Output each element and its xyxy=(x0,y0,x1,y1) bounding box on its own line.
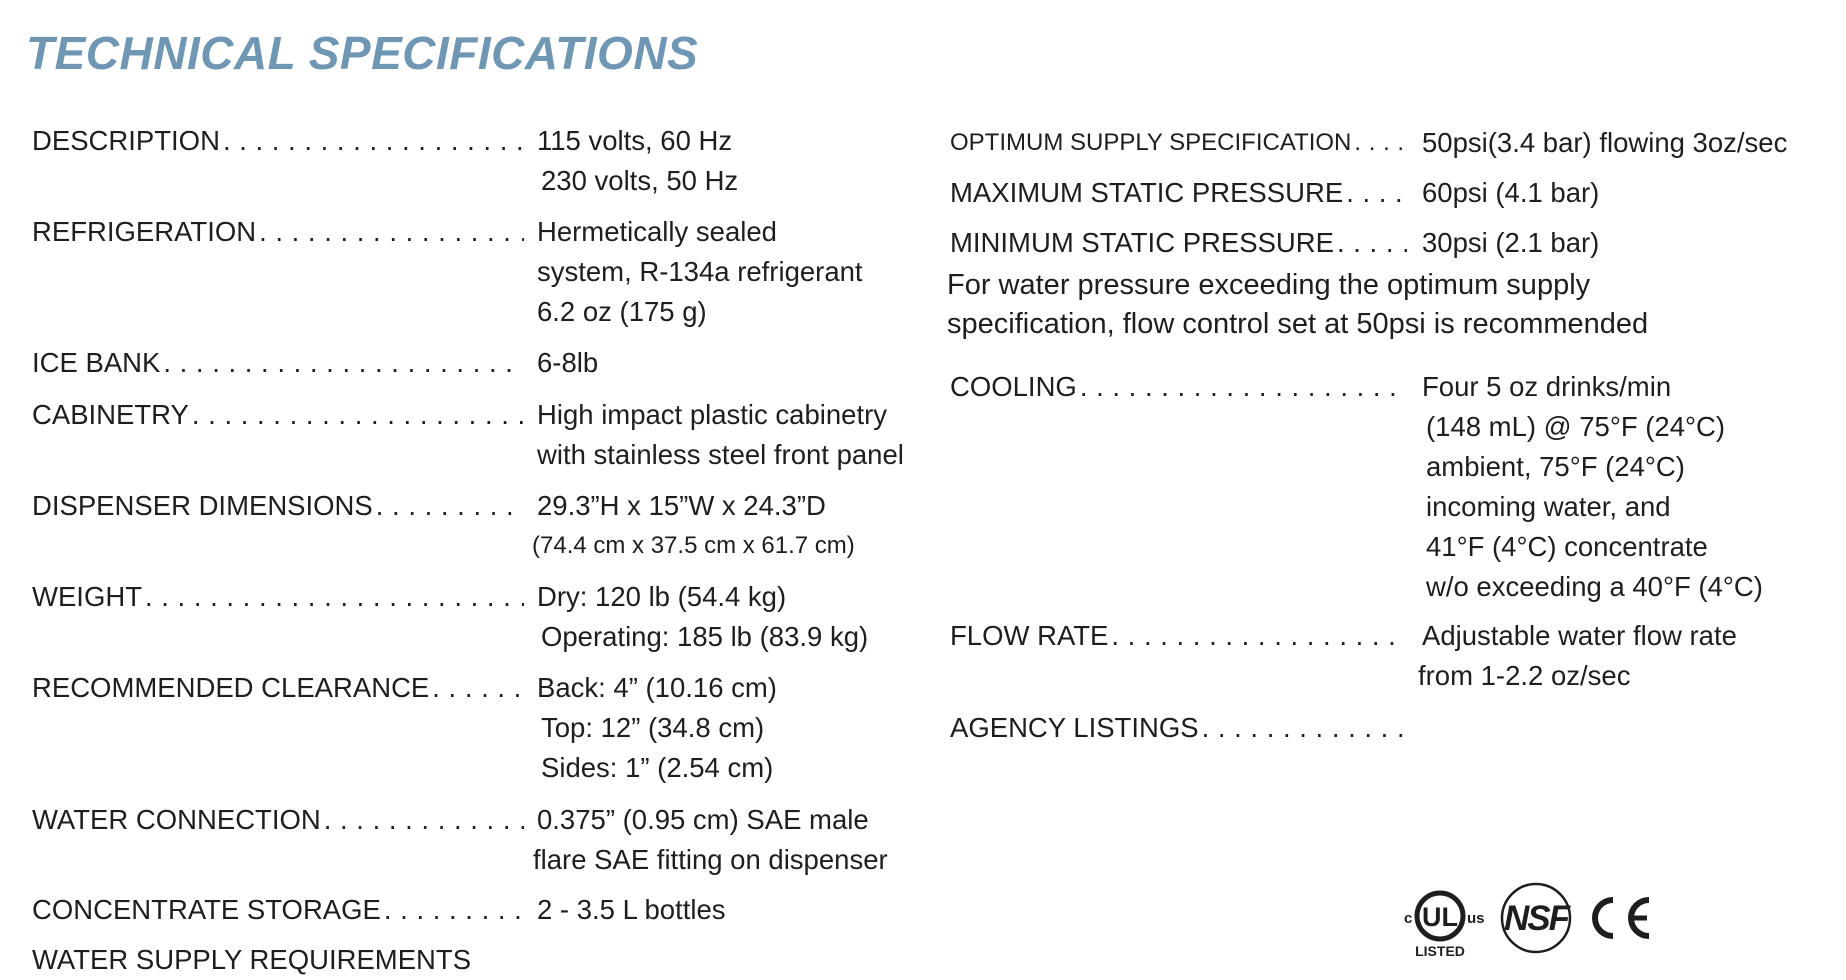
leader-dots xyxy=(1351,123,1407,163)
leader-dots xyxy=(256,212,524,252)
spec-label: RECOMMENDED CLEARANCE . . . xyxy=(32,668,524,708)
spec-label: OPTIMUM SUPPLY SPECIFICATION . . . xyxy=(950,123,1407,163)
leader-dots xyxy=(381,890,524,930)
spec-label: CABINETRY . . . xyxy=(32,395,524,435)
spec-value: 29.3”H x 15”W x 24.3”D (74.4 cm x 37.5 cm x 61.7 cm) xyxy=(532,490,855,559)
svg-text:us: us xyxy=(1467,910,1485,927)
leader-dots xyxy=(220,121,524,161)
pressure-note: For water pressure exceeding the optimum supply specification, flow control set at 50psi is recommended xyxy=(947,269,1649,340)
leader-dots xyxy=(1343,173,1407,213)
spec-label: CONCENTRATE STORAGE . . . xyxy=(32,890,524,930)
ul-listed-logo xyxy=(1404,893,1485,959)
spec-label: AGENCY LISTINGS . . . xyxy=(950,708,1407,748)
leader-dots xyxy=(1199,708,1407,748)
spec-value: 0.375” (0.95 cm) SAE male flare SAE fitting on dispenser xyxy=(533,804,888,875)
spec-value: Adjustable water flow rate from 1-2.2 oz/sec xyxy=(1418,620,1737,691)
spec-value: 2 - 3.5 L bottles xyxy=(537,894,726,925)
page-title: TECHNICAL SPECIFICATIONS xyxy=(26,27,699,79)
spec-value: High impact plastic cabinetry with stainless steel front panel xyxy=(537,399,904,470)
spec-label: DESCRIPTION . . . xyxy=(32,121,524,161)
spec-label: REFRIGERATION . . . xyxy=(32,212,524,252)
ce-logo xyxy=(1595,900,1649,936)
section-heading: WATER SUPPLY REQUIREMENTS xyxy=(32,944,472,975)
svg-text:c: c xyxy=(1404,910,1413,927)
spec-value: Hermetically sealed system, R-134a refrigerant 6.2 oz (175 g) xyxy=(537,216,863,327)
leader-dots xyxy=(1334,223,1407,263)
spec-label: WATER CONNECTION . . . xyxy=(32,800,524,840)
svg-text:LISTED: LISTED xyxy=(1415,943,1465,959)
spec-value: 6-8lb xyxy=(537,347,599,378)
spec-value: Back: 4” (10.16 cm) Top: 12” (34.8 cm) Sides: 1” (2.54 cm) xyxy=(537,672,777,783)
spec-value: 60psi (4.1 bar) xyxy=(1422,177,1600,208)
leader-dots xyxy=(189,395,524,435)
leader-dots xyxy=(373,486,524,526)
spec-label: COOLING . . . xyxy=(950,367,1407,407)
spec-label: ICE BANK . . . xyxy=(32,343,524,383)
spec-value: Dry: 120 lb (54.4 kg) Operating: 185 lb (83.9 kg) xyxy=(537,581,869,652)
leader-dots xyxy=(1108,616,1407,656)
leader-dots xyxy=(160,343,524,383)
svg-text:UL: UL xyxy=(1422,902,1458,932)
spec-label: MAXIMUM STATIC PRESSURE . . . xyxy=(950,173,1407,213)
spec-label: FLOW RATE . . . xyxy=(950,616,1407,656)
spec-value: Four 5 oz drinks/min (148 mL) @ 75°F (24°C) ambient, 75°F (24°C) incoming water, and 41°F (4°C) concentrate w/o exceeding a 40°F (4°C) xyxy=(1422,371,1763,602)
leader-dots xyxy=(142,577,524,617)
spec-value: 30psi (2.1 bar) xyxy=(1422,227,1600,258)
spec-label: WEIGHT . . . xyxy=(32,577,524,617)
nsf-logo xyxy=(1502,884,1572,952)
spec-value: 50psi(3.4 bar) flowing 3oz/sec xyxy=(1422,127,1788,158)
certification-logos xyxy=(1400,882,1660,962)
spec-label: MINIMUM STATIC PRESSURE . . . xyxy=(950,223,1407,263)
leader-dots xyxy=(429,668,524,708)
leader-dots xyxy=(1077,367,1407,407)
spec-label: DISPENSER DIMENSIONS . . . xyxy=(32,486,524,526)
leader-dots xyxy=(321,800,524,840)
svg-text:NSF: NSF xyxy=(1504,899,1568,938)
certification-logos-graphic xyxy=(1400,882,1660,962)
spec-value: 115 volts, 60 Hz 230 volts, 50 Hz xyxy=(537,125,739,196)
